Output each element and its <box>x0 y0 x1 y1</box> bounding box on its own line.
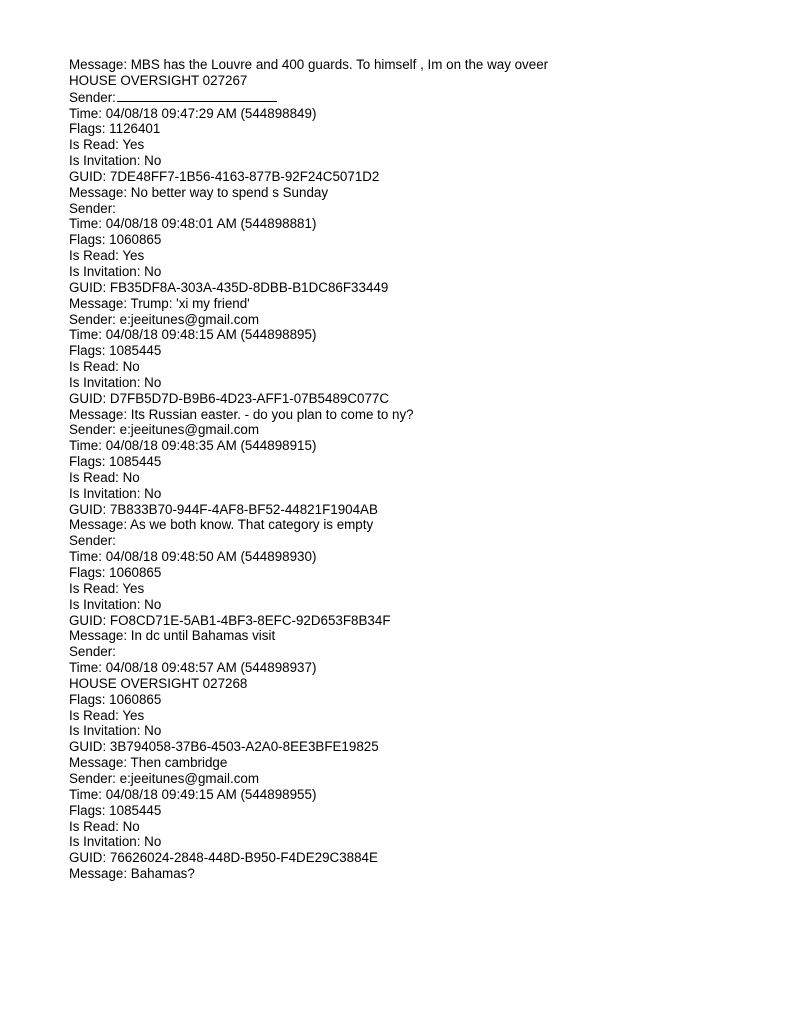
is-read-line: Is Read: No <box>69 469 140 485</box>
message-line: Message: MBS has the Louvre and 400 guards. To himself , Im on the way oveer <box>69 57 549 72</box>
time-line: Time: 04/08/18 09:48:01 AM (544898881) <box>69 216 317 232</box>
time-line: Time: 04/08/18 09:49:15 AM (544898955) <box>69 786 317 802</box>
time-line: Time: 04/08/18 09:48:35 AM (544898915) <box>69 438 317 454</box>
guid-line: GUID: FO8CD71E-5AB1-4BF3-8EFC-92D653F8B34F <box>69 612 391 628</box>
is-invitation-line: Is Invitation: No <box>69 485 162 501</box>
is-invitation-line: Is Invitation: No <box>69 723 162 739</box>
bates-stamp: HOUSE OVERSIGHT 027267 <box>69 72 248 88</box>
flags-line: Flags: 1085445 <box>69 454 162 470</box>
is-read-line: Is Read: No <box>69 818 140 834</box>
message-line: Message: As we both know. That category is empty <box>69 517 374 533</box>
sender-line: Sender: <box>69 533 116 549</box>
time-line: Time: 04/08/18 09:48:57 AM (544898937) <box>69 660 317 676</box>
sender-line: Sender: <box>69 644 116 660</box>
flags-line: Flags: 1126401 <box>69 121 161 137</box>
guid-line: GUID: 7B833B70-944F-4AF8-BF52-44821F1904AB <box>69 501 378 517</box>
guid-line: GUID: D7FB5D7D-B9B6-4D23-AFF1-07B5489C077C <box>69 390 390 406</box>
message-line: Message: Bahamas? <box>69 866 195 882</box>
message-line: Message: Trump: 'xi my friend' <box>69 295 250 311</box>
flags-line: Flags: 1085445 <box>69 802 162 818</box>
is-read-line: Is Read: No <box>69 359 140 375</box>
is-invitation-line: Is Invitation: No <box>69 596 162 612</box>
bates-stamp: HOUSE OVERSIGHT 027268 <box>69 675 248 691</box>
is-invitation-line: Is Invitation: No <box>69 153 162 169</box>
is-invitation-line: Is Invitation: No <box>69 374 162 390</box>
guid-line: GUID: 3B794058-37B6-4503-A2A0-8EE3BFE19825 <box>69 739 379 755</box>
sender-line <box>69 89 769 106</box>
is-read-line: Is Read: Yes <box>69 707 145 723</box>
flags-line: Flags: 1085445 <box>69 343 162 359</box>
is-read-line: Is Read: Yes <box>69 248 145 264</box>
is-invitation-line: Is Invitation: No <box>69 834 162 850</box>
guid-line: GUID: 7DE48FF7-1B56-4163-877B-92F24C5071D2 <box>69 168 380 184</box>
message-line: Message: Then cambridge <box>69 755 228 771</box>
redaction-underline <box>117 89 277 102</box>
flags-line: Flags: 1060865 <box>69 691 162 707</box>
sender-line: Sender: <box>69 200 116 216</box>
is-invitation-line: Is Invitation: No <box>69 263 162 279</box>
guid-line: GUID: 76626024-2848-448D-B950-F4DE29C3884E <box>69 850 378 866</box>
message-line: Message: In dc until Bahamas visit <box>69 628 276 644</box>
document-page <box>69 57 769 882</box>
time-line: Time: 04/08/18 09:48:15 AM (544898895) <box>69 327 317 343</box>
time-line: Time: 04/08/18 09:48:50 AM (544898930) <box>69 549 317 565</box>
guid-line: GUID: FB35DF8A-303A-435D-8DBB-B1DC86F33449 <box>69 279 389 295</box>
flags-line: Flags: 1060865 <box>69 565 162 580</box>
is-read-line: Is Read: Yes <box>69 137 145 153</box>
is-read-line: Is Read: Yes <box>69 580 145 596</box>
sender-line: Sender: e:jeeitunes@gmail.com <box>69 770 259 786</box>
message-line: Message: No better way to spend s Sunday <box>69 184 329 200</box>
sender-line: Sender: e:jeeitunes@gmail.com <box>69 311 259 327</box>
time-line: Time: 04/08/18 09:47:29 AM (544898849) <box>69 105 317 121</box>
sender-label: Sender: <box>69 89 116 105</box>
message-line: Message: Its Russian easter. - do you plan to come to ny? <box>69 406 414 422</box>
sender-line: Sender: e:jeeitunes@gmail.com <box>69 422 259 438</box>
flags-line: Flags: 1060865 <box>69 232 162 248</box>
